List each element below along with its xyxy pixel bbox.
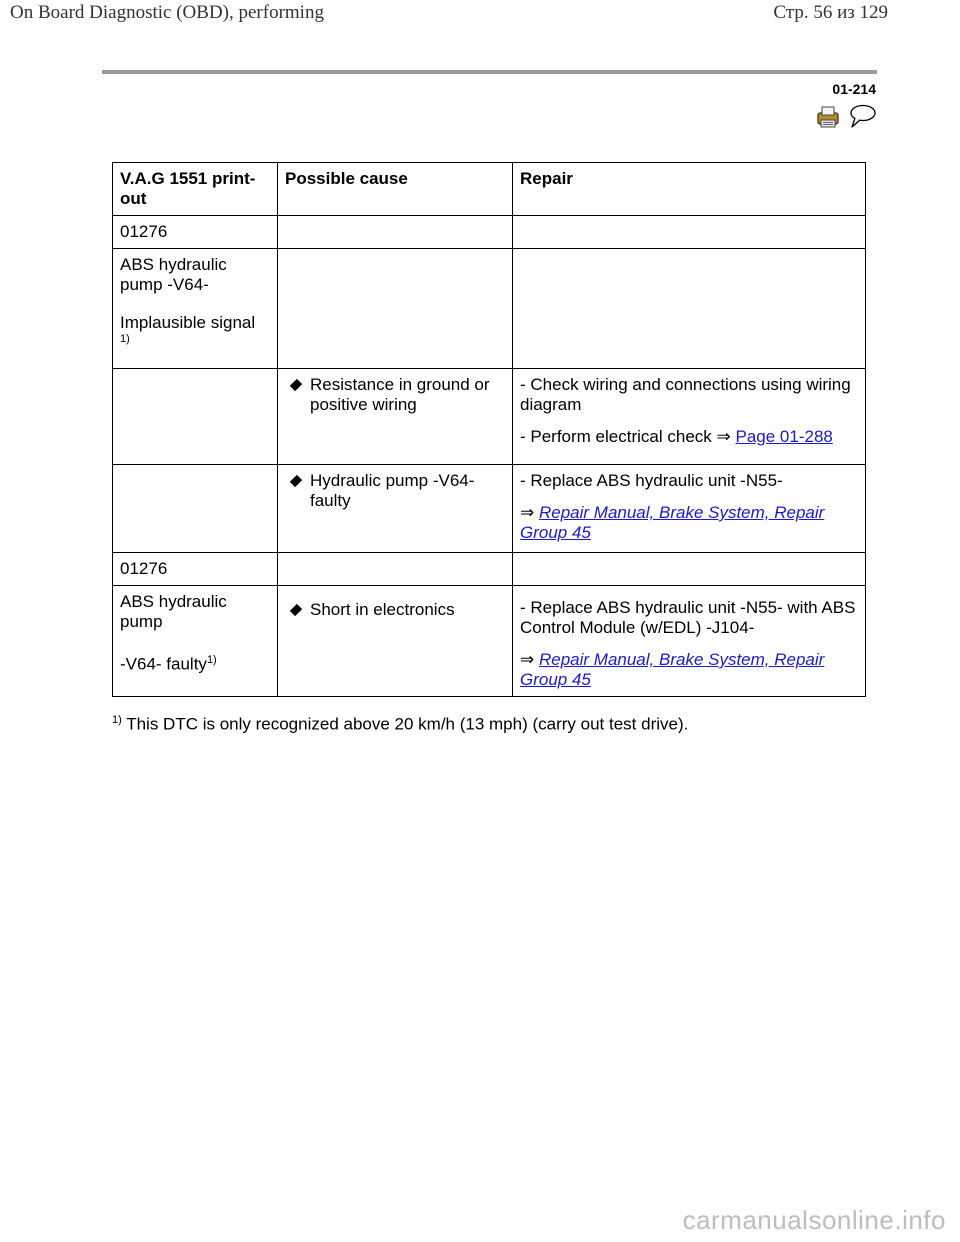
repair-reference xyxy=(520,650,858,690)
list-item xyxy=(285,375,505,415)
footnote-marker: 1) xyxy=(206,654,217,666)
repair-manual-link[interactable]: Repair Manual, Brake System, Repair Group 45 xyxy=(520,650,825,689)
repair-manual-link[interactable]: Repair Manual, Brake System, Repair Group 45 xyxy=(520,503,825,542)
toolbar-icons xyxy=(815,104,877,130)
dtc-table xyxy=(112,162,866,697)
fault-component: ABS hydraulic pump -V64- xyxy=(120,255,227,294)
cause-text: Resistance in ground or positive wiring xyxy=(310,375,490,414)
fault-code: 01276 xyxy=(113,553,278,586)
footnote xyxy=(112,714,688,735)
repair-step: - Perform electrical check ⇒ Page 01-288 xyxy=(520,427,833,446)
speech-bubble-icon[interactable] xyxy=(847,104,877,130)
arrow-icon: ⇒ xyxy=(520,503,535,522)
header-printout: V.A.G 1551 print-out xyxy=(113,163,278,216)
arrow-icon: ⇒ xyxy=(520,650,535,669)
table-row xyxy=(113,465,866,553)
table-header-row xyxy=(113,163,866,216)
page-counter: Стр. 56 из 129 xyxy=(773,2,888,23)
table-row xyxy=(113,553,866,586)
list-item xyxy=(285,600,505,620)
fault-code: 01276 xyxy=(113,216,278,249)
fault-description: -V64- faulty xyxy=(120,654,207,674)
document-title: On Board Diagnostic (OBD), performing xyxy=(10,2,324,23)
table-row xyxy=(113,369,866,465)
page-link[interactable]: Page 01-288 xyxy=(735,427,833,446)
footnote-marker: 1) xyxy=(112,714,122,726)
table-row xyxy=(113,586,866,697)
diamond-bullet-icon xyxy=(290,604,302,616)
cause-text: Hydraulic pump -V64- faulty xyxy=(310,471,475,510)
printer-icon[interactable] xyxy=(815,104,841,130)
repair-step: - Check wiring and connections using wiring diagram xyxy=(520,375,851,414)
fault-description: Implausible signal xyxy=(120,313,256,332)
fault-component: ABS hydraulic pump xyxy=(120,592,227,631)
repair-step: - Replace ABS hydraulic unit -N55- xyxy=(520,471,783,490)
page-number: 01-214 xyxy=(832,81,876,97)
footnote-text: This DTC is only recognized above 20 km/h (13 mph) (carry out test drive). xyxy=(121,714,689,734)
repair-step: - Replace ABS hydraulic unit -N55- with ABS Control Module (w/EDL) -J104- xyxy=(520,598,856,637)
footnote-marker: 1) xyxy=(120,333,130,345)
list-item xyxy=(285,471,505,511)
arrow-icon: ⇒ xyxy=(716,427,731,446)
header-possible-cause: Possible cause xyxy=(278,163,513,216)
repair-reference xyxy=(520,503,858,543)
header-rule xyxy=(102,70,877,74)
table-row xyxy=(113,249,866,369)
diamond-bullet-icon xyxy=(290,475,302,487)
header-repair: Repair xyxy=(513,163,866,216)
diamond-bullet-icon xyxy=(290,379,302,391)
watermark: carmanualsonline.info xyxy=(682,1205,946,1235)
table-row xyxy=(113,216,866,249)
cause-text: Short in electronics xyxy=(310,600,455,619)
